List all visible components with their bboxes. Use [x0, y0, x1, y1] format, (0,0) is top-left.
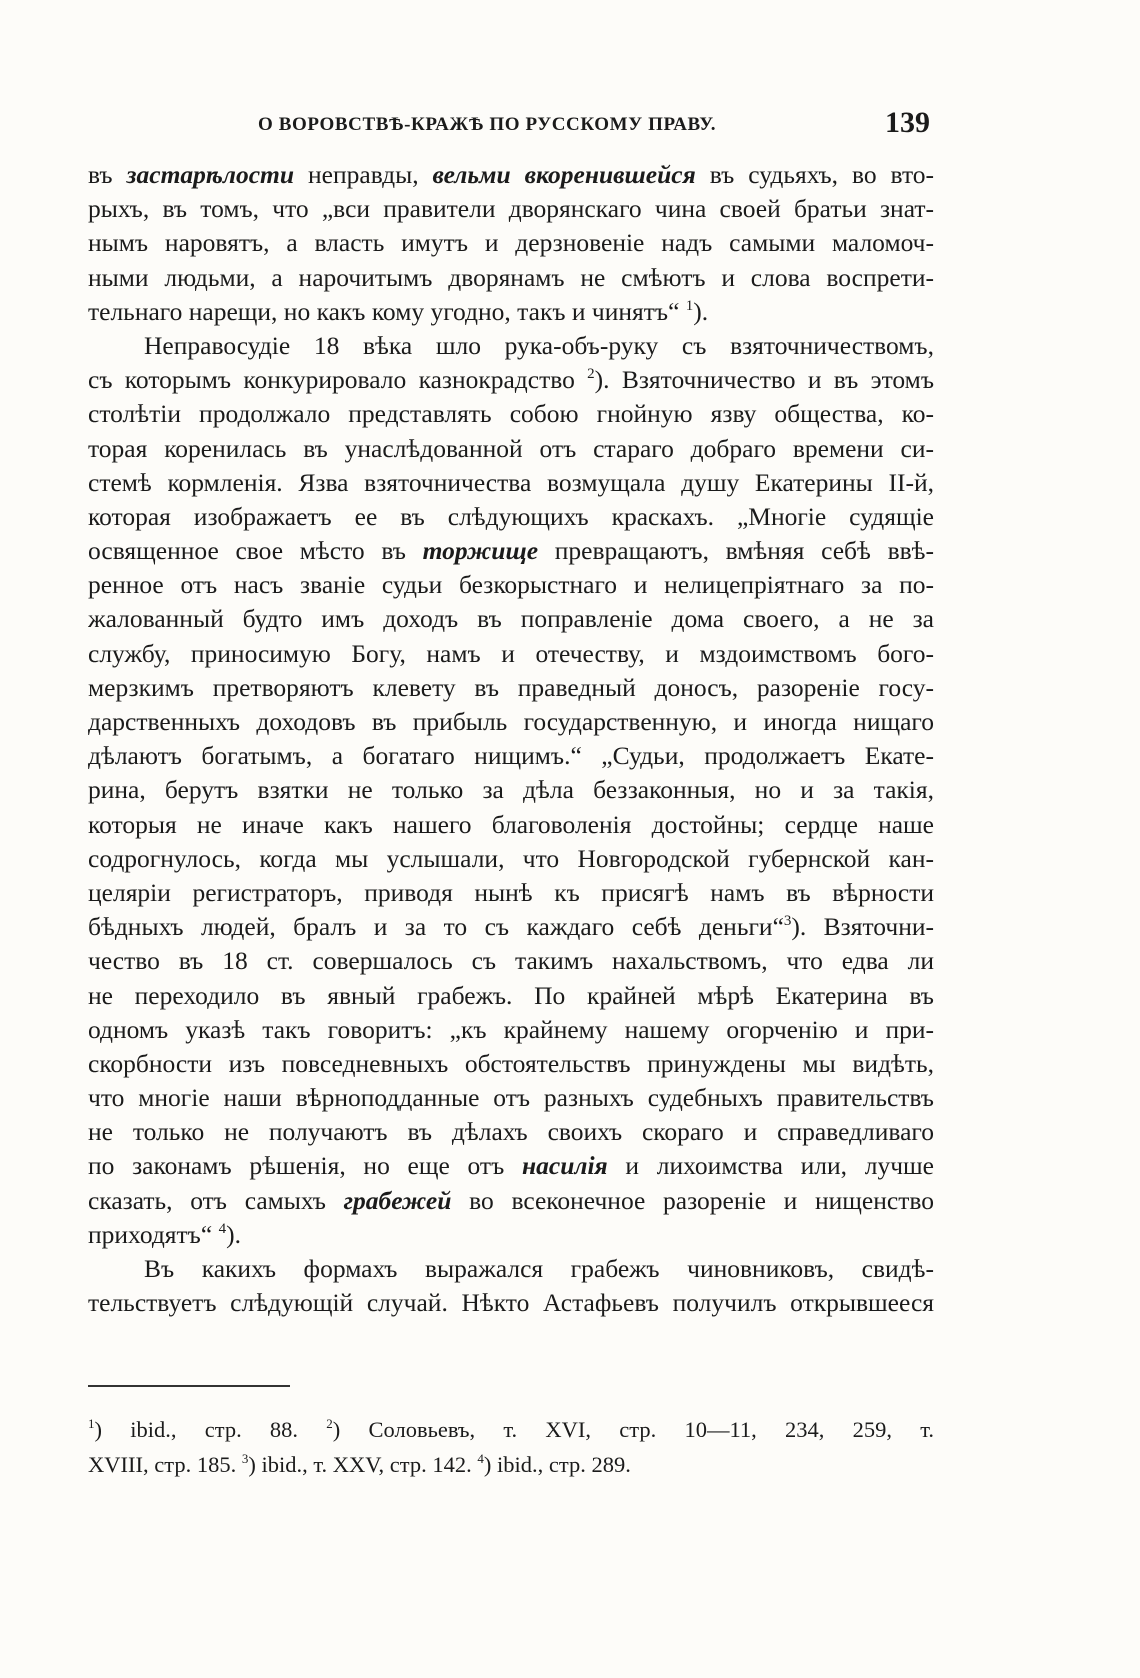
page-header: [88, 108, 930, 142]
emphasis: насилія: [521, 1151, 608, 1181]
text-line: дѣлаютъ богатымъ, а богатаго нищимъ.“ „Судьи, продолжаетъ Екате-: [88, 741, 934, 771]
footnote-ref: 1: [685, 297, 694, 314]
text-line: которыя не иначе какъ нашего благоволенія достойны; сердце наше: [88, 809, 934, 839]
page-number: 139: [885, 106, 930, 139]
text-line: стемѣ кормленія. Язва взяточничества возмущала душу Екатерины II-й,: [88, 467, 934, 497]
footnote-marker: 1: [88, 1416, 95, 1431]
text-line: содрогнулось, когда мы услышали, что Новгородской губернской кан-: [88, 843, 934, 873]
text-line: тельнаго нарещи, но какъ кому угодно, такъ и чинятъ“ $^1$).: [88, 296, 709, 326]
footnotes: [88, 1412, 934, 1482]
footnote-line: XVIII, стр. 185. $^3$) ibid., т. XXV, стр. 142. $^4$) ibid., стр. 289.: [88, 1451, 631, 1477]
emphasis: застарѣлости: [126, 160, 295, 189]
text-line: приходятъ“ $^4$).: [88, 1219, 241, 1249]
text-line: торая коренилась въ унаслѣдованной отъ стараго добраго времени си-: [88, 433, 934, 463]
emphasis: торжище: [422, 536, 539, 566]
footnote-ref: 3: [783, 913, 792, 930]
text-line: освященное свое мѣсто въ торжище превращаютъ, вмѣняя себѣ ввѣ-: [88, 536, 934, 566]
text-line: столѣтіи продолжало представлять собою гнойную язву общества, ко-: [88, 399, 934, 429]
emphasis: грабежей: [343, 1185, 452, 1215]
footnote-divider: [88, 1385, 290, 1387]
text-line: чество въ 18 ст. совершалось съ такимъ нахальствомъ, что едва ли: [88, 946, 934, 976]
footnote-line: $^1$) ibid., стр. 88. $^2$) Соловьевъ, т. XVI, стр. 10—11, 234, 259, т.: [88, 1416, 934, 1442]
body-text: [88, 158, 934, 1320]
text-line: бѣдныхъ людей, бралъ и за то съ каждаго себѣ деньги“$^3$). Взяточни-: [88, 912, 934, 942]
text-line: Неправосудіе 18 вѣка шло рука-объ-руку съ взяточничествомъ,: [144, 330, 934, 360]
running-title: О ВОРОВСТВѢ-КРАЖѢ ПО РУССКОМУ ПРАВУ.: [258, 114, 717, 135]
text-line: жалованный будто имъ доходъ въ поправленіе дома своего, а не за: [88, 604, 934, 634]
text-line: тельствуетъ слѣдующій случай. Нѣкто Астафьевъ получилъ открывшееся: [88, 1288, 934, 1318]
text-line: по законамъ рѣшенія, но еще отъ насилія и лихоимства или, лучше: [88, 1151, 934, 1181]
text-line: не переходило въ явный грабежъ. По крайней мѣрѣ Екатерина въ: [88, 980, 934, 1010]
footnote-marker: 4: [477, 1451, 484, 1466]
text-line: целяріи регистраторъ, приводя нынѣ къ присягѣ намъ въ вѣрности: [88, 877, 934, 907]
text-line: службу, приносимую Богу, намъ и отечеству, и мздоимствомъ бого-: [88, 638, 934, 668]
footnote-ref: 4: [218, 1220, 227, 1237]
emphasis: вельми вкоренившейся: [432, 160, 696, 189]
footnote-ref: 2: [587, 366, 595, 383]
footnote-marker: 3: [241, 1451, 249, 1466]
text-line: скорбности изъ повседневныхъ обстоятельствъ принуждены мы видѣть,: [88, 1048, 934, 1078]
text-line: которая изображаетъ ее въ слѣдующихъ краскахъ. „Многіе судящіе: [88, 501, 934, 531]
text-line: что многіе наши вѣрноподданные отъ разныхъ судебныхъ правительствъ: [88, 1083, 934, 1113]
text-line: дарственныхъ доходовъ въ прибыль государственную, и иногда нищаго: [88, 707, 934, 736]
text-line: съ которымъ конкурировало казнокрадство $^2$). Взяточничество и въ этомъ: [88, 365, 934, 395]
text-line: въ застарѣлости неправды, вельми вкоренившейся въ судьяхъ, во вто-: [88, 160, 934, 189]
text-line: нымъ наровятъ, а власть имутъ и дерзновеніе надъ самыми маломоч-: [88, 228, 934, 258]
footnote-marker: 2: [326, 1416, 333, 1431]
text-line: рыхъ, въ томъ, что „вси правители дворянскаго чина своей братьи знат-: [88, 194, 934, 224]
text-line: сказать, отъ самыхъ грабежей во всеконечное разореніе и нищенство: [88, 1185, 934, 1215]
text-line: не только не получаютъ въ дѣлахъ своихъ скораго и справедливаго: [88, 1117, 934, 1147]
text-line: ными людьми, а нарочитымъ дворянамъ не смѣютъ и слова воспрети-: [88, 262, 934, 292]
text-line: Въ какихъ формахъ выражался грабежъ чиновниковъ, свидѣ-: [144, 1254, 934, 1283]
text-line: мерзкимъ претворяютъ клевету въ праведный доносъ, разореніе госу-: [88, 672, 934, 702]
text-line: одномъ указѣ такъ говоритъ: „къ крайнему нашему огорченію и при-: [88, 1014, 934, 1044]
text-line: ренное отъ насъ званіе судьи безкорыстнаго и нелицепріятнаго за по-: [88, 570, 934, 600]
text-line: рина, берутъ взятки не только за дѣла беззаконныя, но и за такія,: [88, 775, 934, 805]
